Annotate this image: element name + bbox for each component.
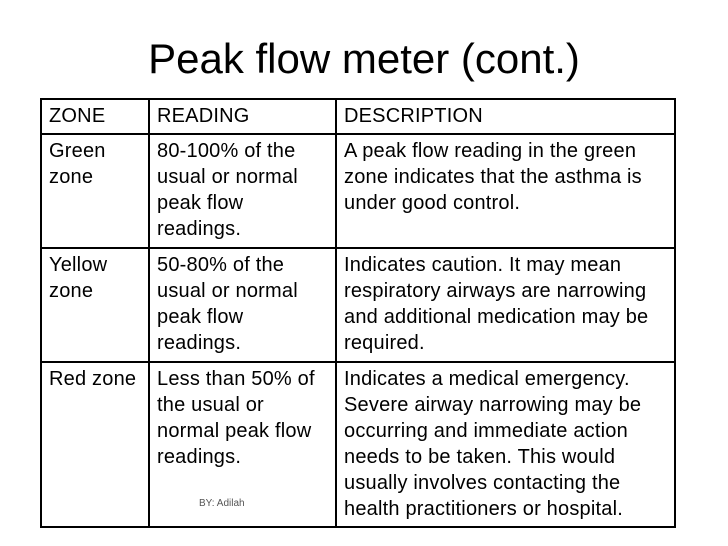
zone-cell: Green zone	[41, 134, 149, 248]
author-credit: BY: Adilah	[199, 498, 245, 509]
header-reading: READING	[149, 99, 336, 134]
header-description: DESCRIPTION	[336, 99, 675, 134]
reading-cell: 50-80% of the usual or normal peak flow readings.	[149, 248, 336, 362]
table-header-row	[41, 99, 675, 134]
zone-cell: Yellow zone	[41, 248, 149, 362]
table-row-yellow	[41, 248, 675, 362]
peak-flow-zone-table	[40, 98, 676, 528]
slide-title: Peak flow meter (cont.)	[148, 35, 580, 82]
header-zone: ZONE	[41, 99, 149, 134]
table-row-red	[41, 362, 675, 527]
description-cell: A peak flow reading in the green zone indicates that the asthma is under good control.	[336, 134, 675, 248]
zone-cell: Red zone	[41, 362, 149, 527]
reading-cell: 80-100% of the usual or normal peak flow readings.	[149, 134, 336, 248]
table-row-green	[41, 134, 675, 248]
description-cell: Indicates a medical emergency. Severe airway narrowing may be occurring and immediate action needs to be taken. This would usually involves contacting the health practitioners or hospital.	[336, 362, 675, 527]
description-cell: Indicates caution. It may mean respiratory airways are narrowing and additional medication may be required.	[336, 248, 675, 362]
reading-cell: Less than 50% of the usual or normal peak flow readings.	[149, 362, 336, 527]
